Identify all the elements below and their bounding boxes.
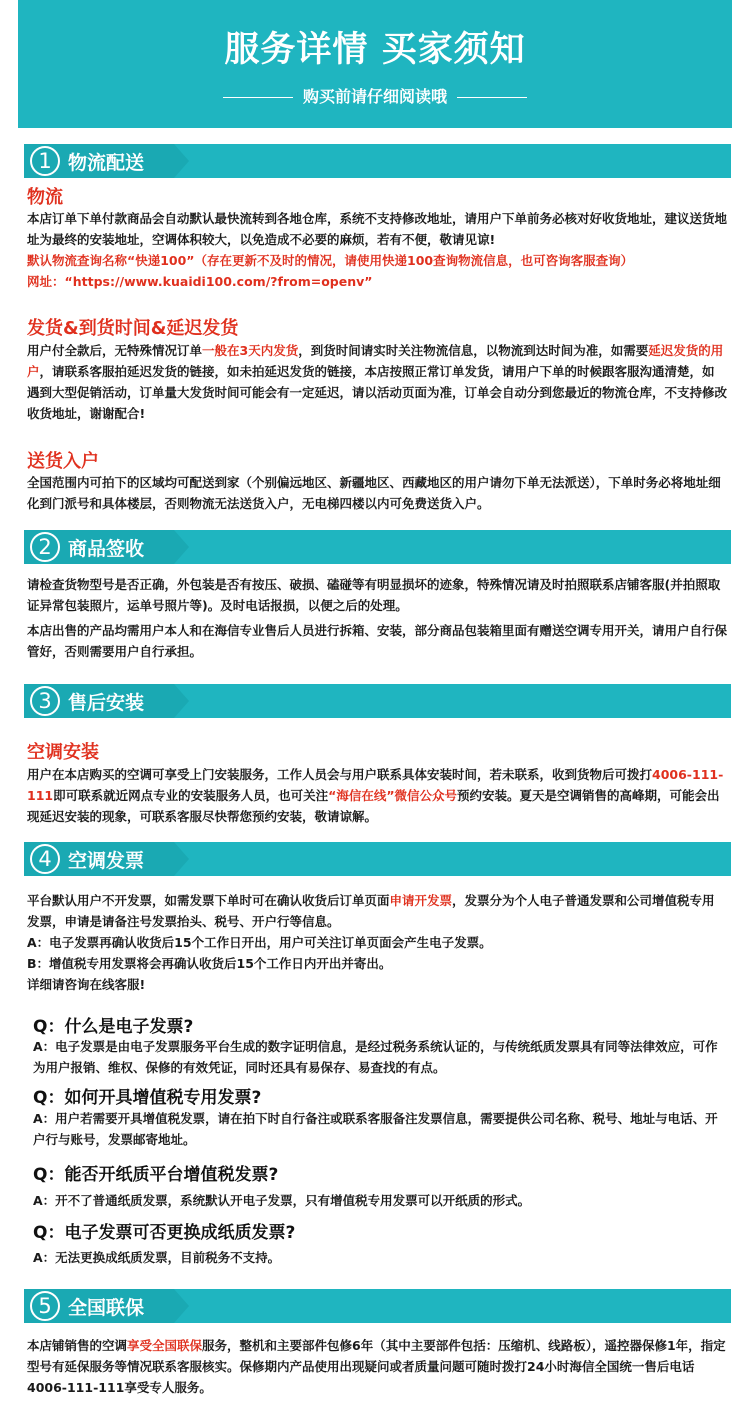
warranty-highlight: 享受全国联保 <box>127 1338 203 1353</box>
page-subtitle <box>18 84 732 107</box>
subheading-logistics: 物流 <box>27 187 63 208</box>
faq-question: Q：电子发票可否更换成纸质发票? <box>33 1223 296 1243</box>
installation-phone: 4006-111-111 <box>27 767 724 803</box>
faq-answer: A：用户若需要开具增值税发票，请在拍下时自行备注或联系客服备注发票信息，需要提供公司名称、税号、地址与电话、开户行与账号，发票邮寄地址。 <box>33 1111 718 1147</box>
faq-question: Q：什么是电子发票? <box>33 1017 194 1037</box>
invoice-text-1: 平台默认用户不开发票，如需发票下单时可在确认收货后订单页面 <box>27 893 390 908</box>
signing-text-2: 本店出售的产品均需用户本人和在海信专业售后人员进行拆箱、安装，部分商品包装箱里面有赠送空调专用开关，请用户自行保管好，否则需要用户自行承担。 <box>27 623 728 659</box>
section-number: 2 <box>30 532 60 562</box>
subtitle-text: 购买前请仔细阅读哦 <box>302 87 447 106</box>
faq-answer: A：电子发票是由电子发票服务平台生成的数字证明信息，是经过税务系统认证的，与传统纸质发票具有同等法律效应，可作为用户报销、维权、保修的有效凭证，同时还具有易保存、易查找的有点。 <box>33 1039 718 1075</box>
faq-answer: A：开不了普通纸质发票，系统默认开电子发票，只有增值税专用发票可以开纸质的形式。 <box>33 1193 531 1208</box>
section-title: 商品签收 <box>68 538 145 560</box>
page-header <box>18 0 732 128</box>
invoice-line-b: B：增值税专用发票将会再确认收货后15个工作日内开出并寄出。 <box>27 956 392 971</box>
section-header-signing <box>24 530 731 568</box>
shipping-text-2: ，到货时间请实时关注物流信息，以物流到达时间为准，如需要 <box>298 343 649 358</box>
section-header-warranty <box>24 1289 731 1327</box>
section-title: 物流配送 <box>68 152 145 174</box>
divider <box>457 97 527 98</box>
faq-answer: A：无法更换成纸质发票，目前税务不支持。 <box>33 1250 281 1265</box>
signing-text-1: 请检查货物型号是否正确，外包装是否有按压、破损、磕碰等有明显损坏的迹象，特殊情况请及时拍照联系店铺客服(并拍照取证异常包装照片，运单号照片等)。及时电话报损，以便之后的处理。 <box>27 577 721 613</box>
section-title: 空调发票 <box>68 850 145 872</box>
section-title: 售后安装 <box>68 692 145 714</box>
logistics-query-note: 默认物流查询名称“快递100”（存在更新不及时的情况，请使用快递100查询物流信息，也可咨询客服查询） <box>27 253 634 268</box>
section-number: 3 <box>30 686 60 716</box>
page-title: 服务详情 买家须知 <box>224 30 526 70</box>
section-header-invoice <box>24 842 731 880</box>
logistics-body: 本店订单下单付款商品会自动默认最快流转到各地仓库，系统不支持修改地址，请用户下单前务必核对好收货地址，建议送货地址为最终的安装地址，空调体积较大，以免造成不必要的麻烦，若有不便，敬请见谅! <box>27 211 728 247</box>
installation-text-2: 即可联系就近网点专业的安装服务人员，也可关注 <box>53 788 329 803</box>
logistics-text <box>27 208 727 292</box>
invoice-highlight: 申请开发票 <box>389 893 453 908</box>
faq-question: Q：能否开纸质平台增值税发票? <box>33 1165 279 1185</box>
invoice-text <box>27 890 727 995</box>
invoice-text-2: ，发票分为个人电子普通发票和公司增值税专用发票，申请是请备注号发票抬头、税号、开户行等信息。 <box>27 893 715 929</box>
installation-text <box>27 764 727 827</box>
shipping-highlight-1: 一般在3天内发货 <box>202 343 299 358</box>
invoice-line-a: A：电子发票再确认收货后15个工作日开出，用户可关注订单页面会产生电子发票。 <box>27 935 492 950</box>
section-number: 4 <box>30 844 60 874</box>
section-header-installation <box>24 684 731 722</box>
faq-question: Q：如何开具增值税专用发票? <box>33 1088 262 1108</box>
shipping-text <box>27 340 727 424</box>
delivery-text: 全国范围内可拍下的区域均可配送到家（个别偏远地区、新疆地区、西藏地区的用户请勿下单无法派送），下单时务必将地址细化到门派号和具体楼层，否则物流无法送货入户，无电梯四楼以内可免费送货入户。 <box>27 475 721 511</box>
section-number: 5 <box>30 1291 60 1321</box>
warranty-text-2: 服务，整机和主要部件包修6年（其中主要部件包括：压缩机、线路板），遥控器保修1年，指定型号有延保服务等情况联系客服核实。保修期内产品使用出现疑问或者质量问题可随时拨打24小时海信全国统一售后电话4006-111-111享受专人服务。 <box>27 1338 726 1395</box>
warranty-text-1: 本店铺销售的空调 <box>27 1338 128 1353</box>
warranty-text <box>27 1335 727 1398</box>
subheading-delivery: 送货入户 <box>27 451 99 472</box>
invoice-line-c: 详细请咨询在线客服! <box>27 977 146 992</box>
subheading-shipping: 发货&到货时间&延迟发货 <box>27 318 239 339</box>
section-title: 全国联保 <box>68 1297 145 1319</box>
section-header-logistics <box>24 144 731 182</box>
subheading-installation: 空调安装 <box>27 742 99 763</box>
shipping-text-3: ，请联系客服拍延迟发货的链接，如未拍延迟发货的链接，本店按照正常订单发货，请用户下单的时候跟客服沟通清楚，如遇到大型促销活动，订单量大发货时间可能会有一定延迟，请以活动页面为准，订单会自动分到您最近的物流仓库，不支持修改收货地址，谢谢配合! <box>27 364 728 421</box>
divider <box>223 97 293 98</box>
installation-text-1: 用户在本店购买的空调可享受上门安装服务，工作人员会与用户联系具体安装时间，若未联系，收到货物后可拨打 <box>27 767 653 782</box>
installation-wechat: “海信在线”微信公众号 <box>328 788 458 803</box>
installation-text-3: 预约安装。夏天是空调销售的高峰期，可能会出现延迟安装的现象，可联系客服尽快帮您预约安装，敬请谅解。 <box>27 788 720 824</box>
shipping-text-1: 用户付全款后，无特殊情况订单 <box>27 343 203 358</box>
shipping-highlight-2: 延迟发货的用户 <box>27 343 724 379</box>
logistics-url: 网址：“https://www.kuaidi100.com/?from=openv” <box>27 274 373 289</box>
section-number: 1 <box>30 146 60 176</box>
